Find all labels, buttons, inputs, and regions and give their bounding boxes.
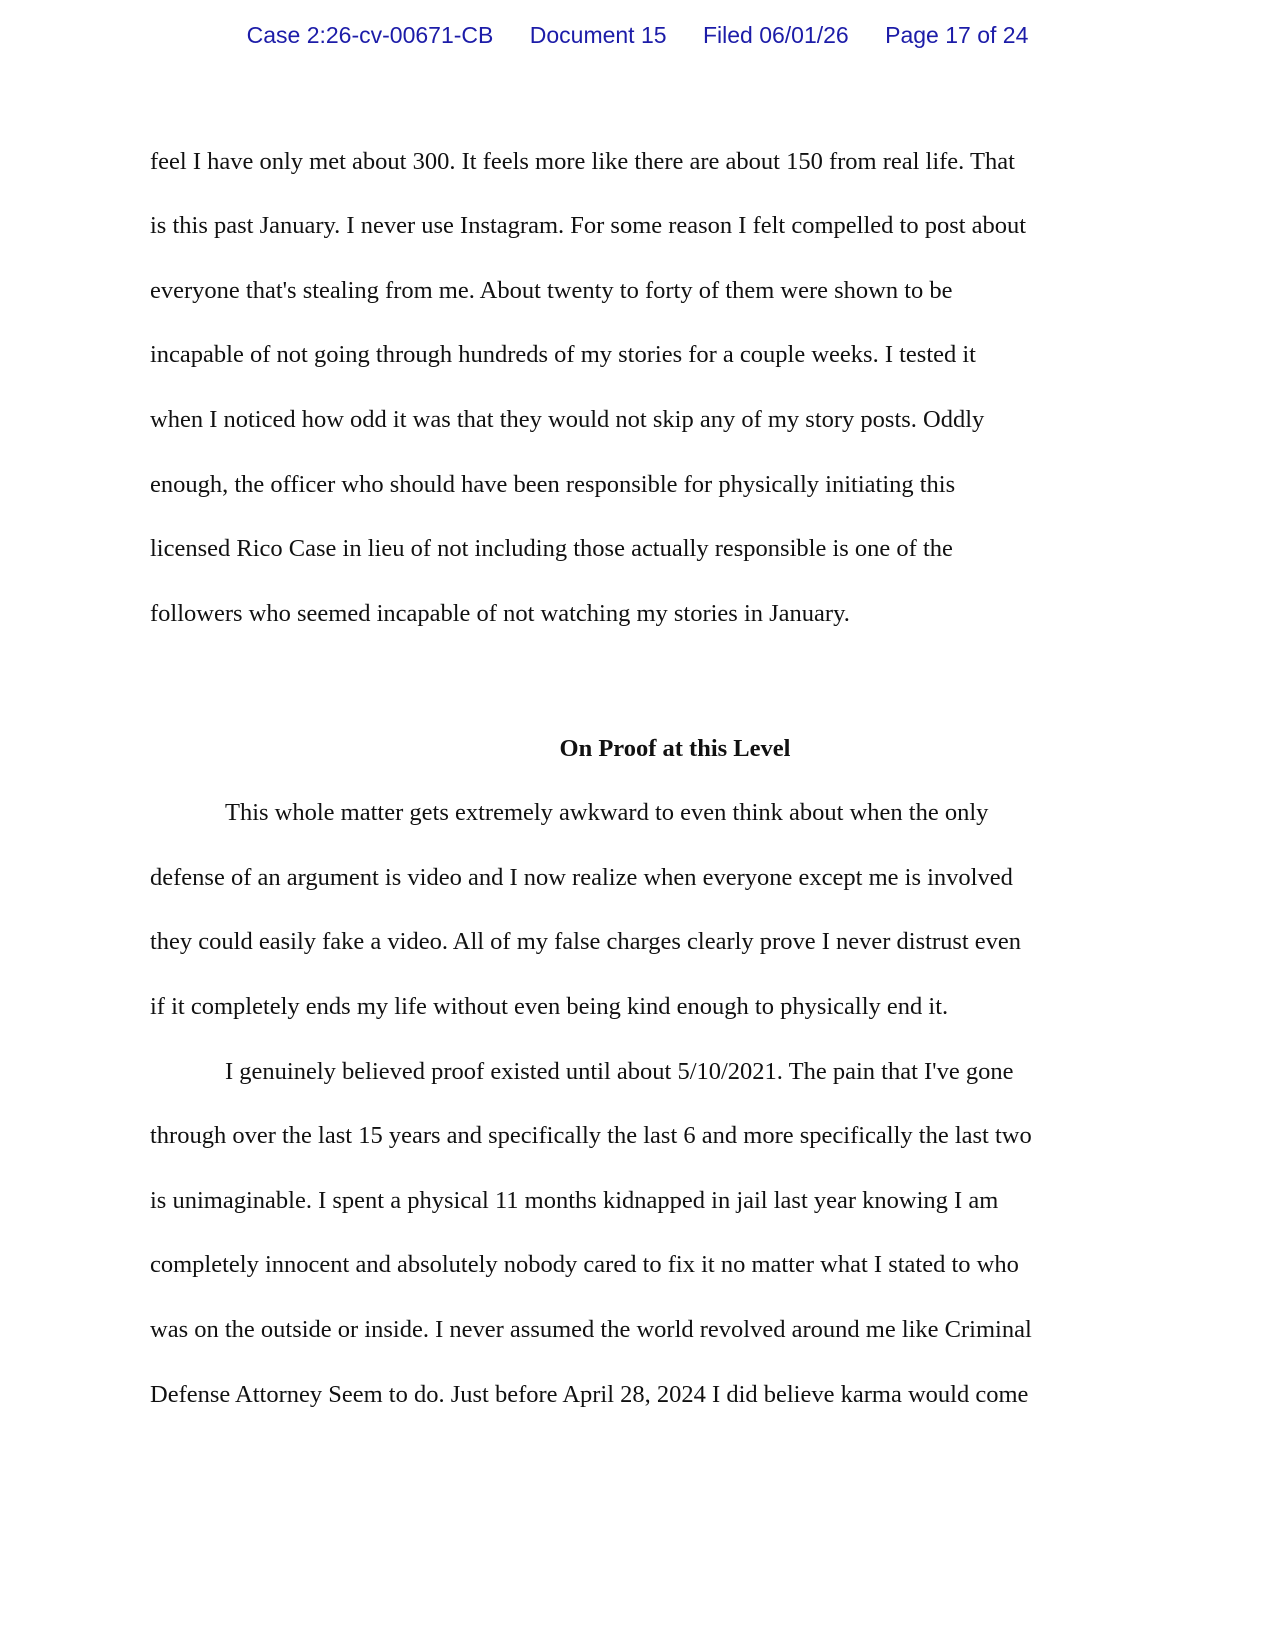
paragraph-line: was on the outside or inside. I never assumed the world revolved around me like Criminal [150, 1316, 1032, 1343]
paragraph-line: completely innocent and absolutely nobody cared to fix it no matter what I stated to who [150, 1251, 1019, 1278]
paragraph-line: licensed Rico Case in lieu of not including those actually responsible is one of the [150, 535, 953, 562]
case-number: Case 2:26-cv-00671-CB [246, 22, 494, 48]
page-indicator: Page 17 of 24 [885, 22, 1029, 48]
paragraph-line: is this past January. I never use Instagram. For some reason I felt compelled to post about [150, 212, 1027, 239]
paragraph-line: This whole matter gets extremely awkward to even think about when the only [225, 799, 989, 826]
filing-header [0, 22, 1275, 49]
paragraph-line: is unimaginable. I spent a physical 11 months kidnapped in jail last year knowing I am [150, 1187, 999, 1214]
section-heading: On Proof at this Level [559, 735, 791, 762]
paragraph-line: they could easily fake a video. All of my false charges clearly prove I never distrust even [150, 928, 1022, 955]
paragraph-line: if it completely ends my life without even being kind enough to physically end it. [150, 993, 949, 1020]
paragraph-line: Defense Attorney Seem to do. Just before April 28, 2024 I did believe karma would come [150, 1381, 1029, 1408]
document-number: Document 15 [529, 22, 667, 48]
paragraph-line: followers who seemed incapable of not watching my stories in January. [150, 600, 850, 627]
paragraph-line: through over the last 15 years and specifically the last 6 and more specifically the last two [150, 1122, 1032, 1149]
paragraph-line: incapable of not going through hundreds of my stories for a couple weeks. I tested it [150, 341, 976, 368]
paragraph-line: feel I have only met about 300. It feels more like there are about 150 from real life. That [150, 148, 1015, 175]
paragraph-line: everyone that's stealing from me. About twenty to forty of them were shown to be [150, 277, 953, 304]
paragraph-line: enough, the officer who should have been responsible for physically initiating this [150, 471, 956, 498]
paragraph-line: defense of an argument is video and I now realize when everyone except me is involved [150, 864, 1013, 891]
paragraph-line: I genuinely believed proof existed until about 5/10/2021. The pain that I've gone [225, 1058, 1014, 1085]
paragraph-line: when I noticed how odd it was that they would not skip any of my story posts. Oddly [150, 406, 985, 433]
filed-date: Filed 06/01/26 [702, 22, 849, 48]
